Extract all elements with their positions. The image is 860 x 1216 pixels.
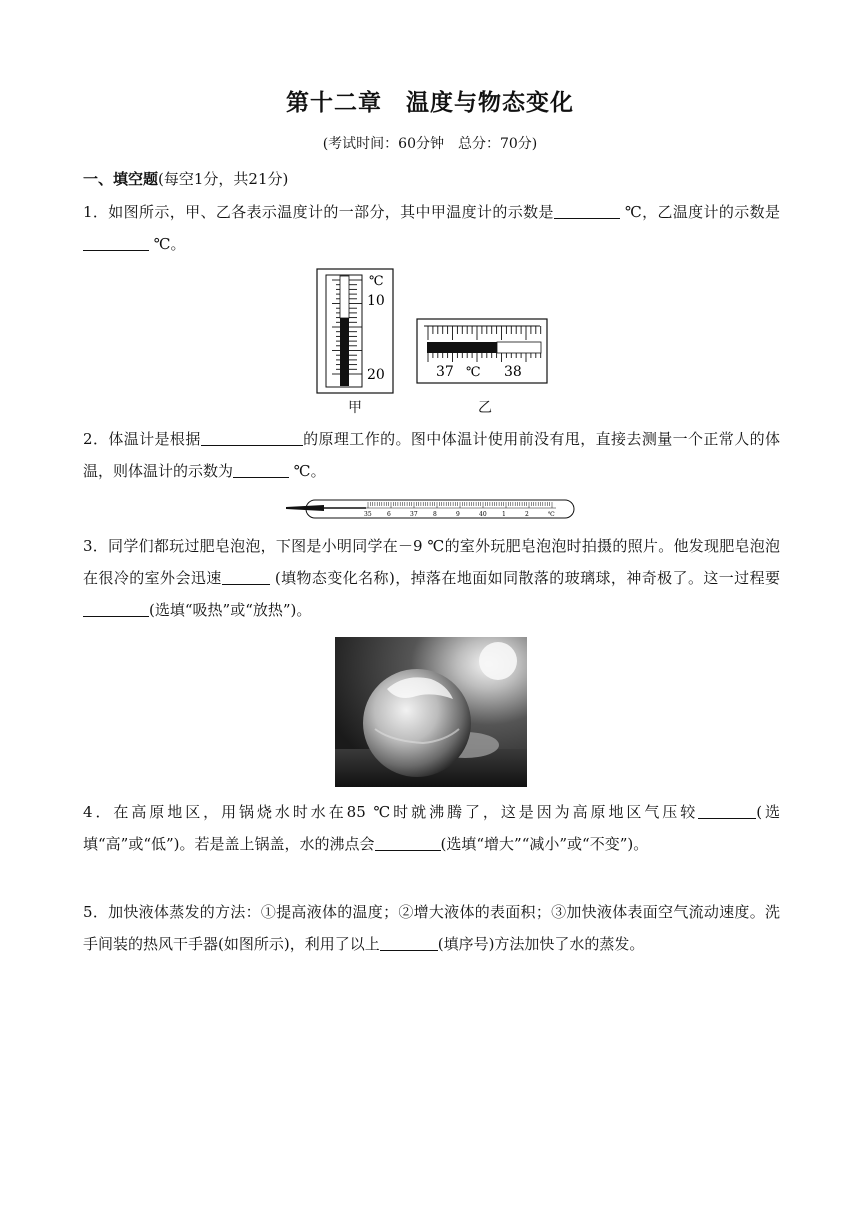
q4-blank-2[interactable] [375,834,441,851]
jia-label-20: 20 [367,367,385,383]
q3-text-c: (选填“吸热”或“放热”)。 [149,601,312,619]
section-title: 一、填空题 [83,170,159,188]
jia-unit-label: ℃ [369,274,384,289]
q4-text-c: (选填“增大”“减小”或“不变”)。 [440,835,649,853]
q1-blank-1[interactable] [554,202,620,219]
section-heading [83,168,288,189]
clinical-scale-label: 35 [364,511,372,518]
q5-text-a: 5．加快液体蒸发的方法：①提高液体的温度；②增大液体的表面积；③加快液体表面空气流动速度。洗手间装的热风干手器(如图所示)，利用了以上 [83,903,780,953]
section-note: (每空1分，共21分) [158,170,289,188]
clinical-scale-label: ℃ [548,511,555,518]
yi-unit-label: ℃ [466,365,481,380]
clinical-scale-label: 9 [456,511,460,518]
q4-text-a: 4．在高原地区，用锅烧水时水在85 ℃时就沸腾了，这是因为高原地区气压较 [83,803,699,821]
page-title: 第十二章 温度与物态变化 [286,90,574,116]
q2-text-c: ℃。 [289,462,326,480]
q1-text-a: 1．如图所示，甲、乙各表示温度计的一部分，其中甲温度计的示数是 [83,203,554,221]
q3-text-a: 3．同学们都玩过肥皂泡泡，下图是小明同学在－9 ℃的室外玩肥皂泡泡时拍摄的照片。他发现肥皂泡泡在很冷的室外会迅速 [83,537,780,587]
q2-blank-2[interactable] [233,461,289,478]
clinical-thermometer-figure [284,495,576,523]
question-3 [83,530,780,626]
q1-text-b: ℃，乙温度计的示数是 [619,203,780,221]
yi-label-38: 38 [504,364,522,380]
q4-text-b: (选填“高”或“低”)。若是盖上锅盖，水的沸点会 [83,803,780,853]
question-4 [83,796,780,860]
jia-label-10: 10 [367,293,385,309]
q5-blank-1[interactable] [380,934,438,951]
clinical-scale-label: 8 [433,511,437,518]
q2-text-b: 的原理工作的。图中体温计使用前没有甩，直接去测量一个正常人的体温，则体温计的示数为 [83,430,780,480]
clinical-scale-label: 6 [387,511,391,518]
q4-blank-1[interactable] [698,802,756,819]
q2-blank-1[interactable] [201,429,303,446]
clinical-scale-label: 40 [479,511,487,518]
q5-text-b: (填序号)方法加快了水的蒸发。 [437,935,645,953]
q3-blank-1[interactable] [222,568,270,585]
clinical-scale-label: 37 [410,511,418,518]
q3-text-b: (填物态变化名称)，掉落在地面如同散落的玻璃球，神奇极了。这一过程要 [269,569,780,587]
thermometer-jia-figure [316,268,394,394]
q1-blank-2[interactable] [83,234,149,251]
q3-blank-2[interactable] [83,600,149,617]
yi-label-37: 37 [436,364,454,380]
q1-text-c: ℃。 [149,235,186,253]
thermometer-yi-figure [416,318,548,384]
figure-caption-yi: 乙 [478,400,492,416]
question-2 [83,423,780,487]
figure-caption-jia: 甲 [348,400,362,416]
question-1 [83,196,780,260]
clinical-scale-label: 2 [525,511,529,518]
q2-text-a: 2．体温计是根据 [83,430,201,448]
exam-info: (考试时间：60分钟 总分：70分) [322,136,538,152]
question-5 [83,896,780,960]
clinical-scale-label: 1 [502,511,506,518]
frozen-bubble-photo [335,637,527,787]
